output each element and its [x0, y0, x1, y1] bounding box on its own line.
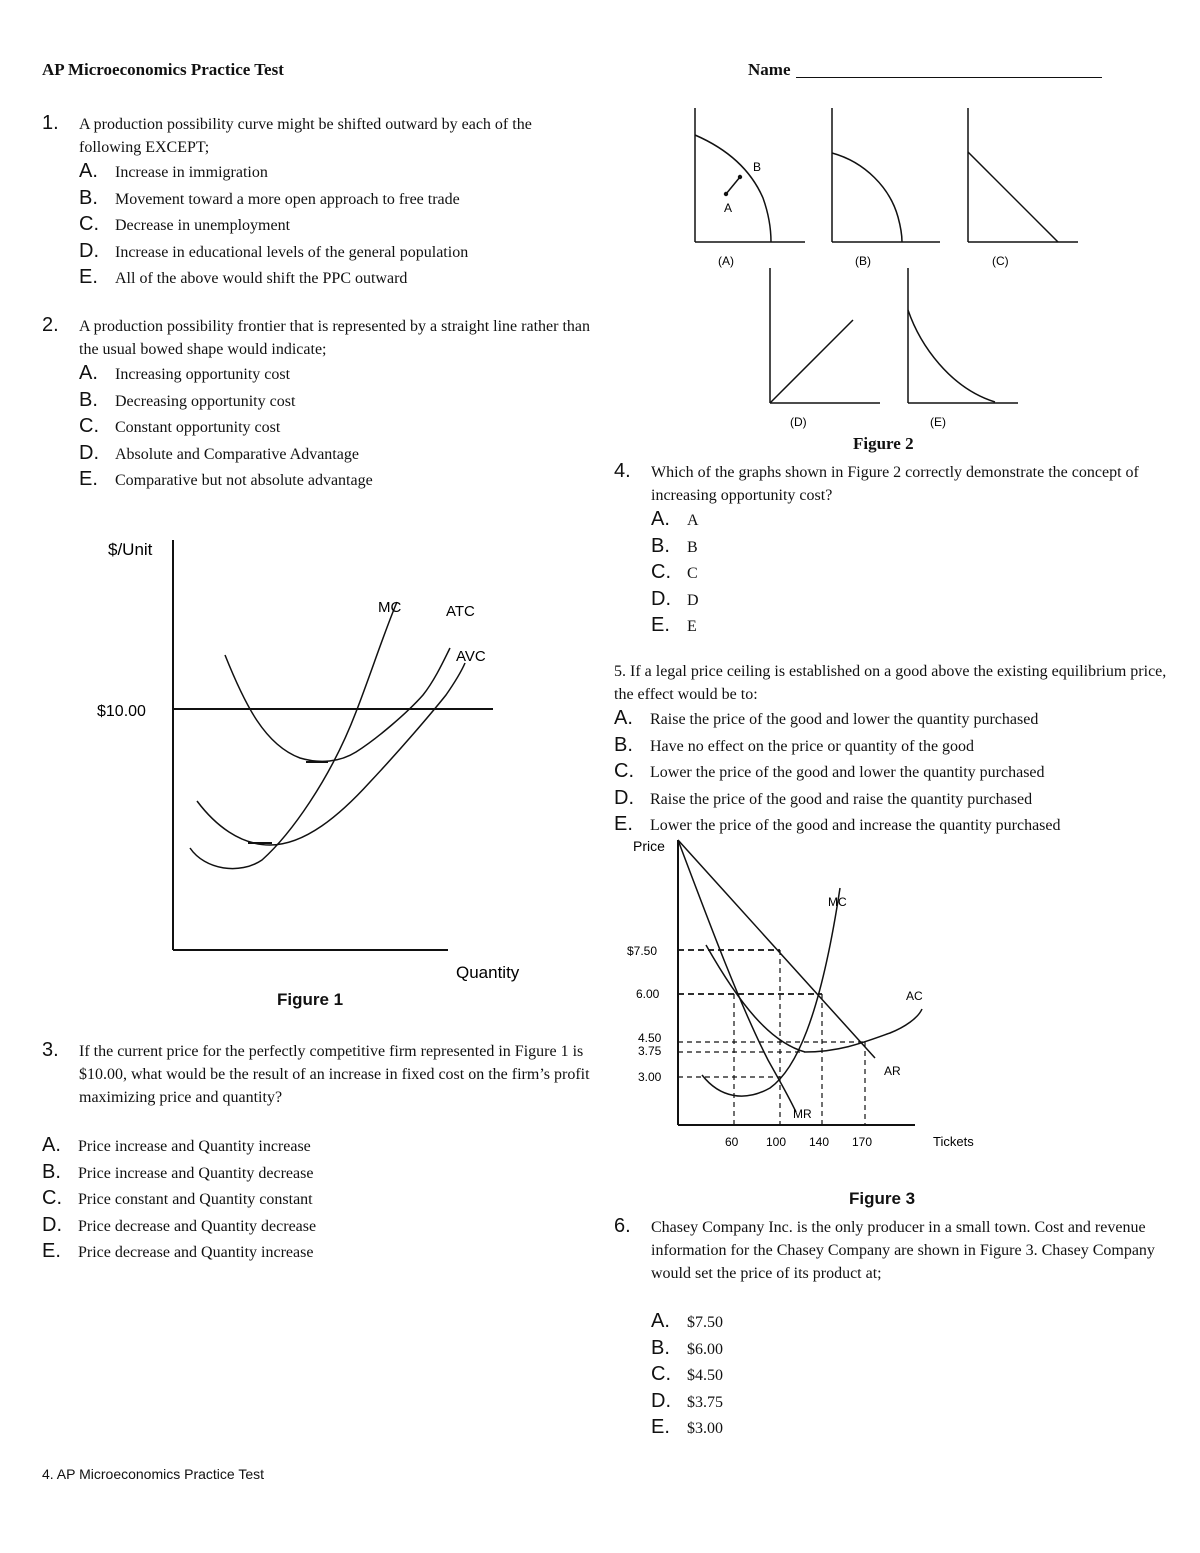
question-number: 4.: [614, 460, 631, 482]
option-d[interactable]: D. Increase in educational levels of the general population: [79, 239, 469, 262]
option-e[interactable]: E. Lower the price of the good and increase the quantity purchased: [614, 813, 1061, 835]
panel-e-label: (E): [930, 415, 946, 429]
x-tick-60: 60: [725, 1135, 739, 1149]
question-stem: Chasey Company Inc. is the only producer in a small town. Cost and revenue information for the Chasey Company are shown in Figure 3. Chasey Company would set the price of its product at;: [651, 1219, 1155, 1282]
y-axis-label: $/Unit: [108, 540, 153, 559]
name-field-line[interactable]: [796, 77, 1102, 78]
question-6: [614, 1215, 1174, 1438]
name-label: Name: [748, 60, 791, 79]
avc-curve: [197, 663, 465, 845]
y-tick-600: 6.00: [636, 987, 660, 1001]
options-list: [42, 1132, 316, 1265]
page-title: AP Microeconomics Practice Test: [42, 60, 284, 79]
ar-label: AR: [884, 1064, 901, 1078]
option-d[interactable]: D. Raise the price of the good and raise the quantity purchased: [614, 786, 1033, 809]
question-stem: A production possibility frontier that is represented by a straight line rather than the usual bowed shape would indicate;: [79, 318, 590, 358]
x-tick-170: 170: [852, 1135, 873, 1149]
option-d[interactable]: D. $3.75: [651, 1389, 723, 1412]
option-d[interactable]: D. D: [651, 587, 699, 610]
page-footer: 4. AP Microeconomics Practice Test: [42, 1466, 265, 1482]
option-c[interactable]: C. Decrease in unemployment: [79, 213, 291, 235]
question-stem: A production possibility curve might be shifted outward by each of the following EXCEPT;: [79, 116, 532, 156]
panel-a-label: (A): [718, 254, 734, 268]
avc-label: AVC: [456, 648, 486, 665]
option-e[interactable]: E. $3.00: [651, 1416, 723, 1438]
question-stem: Which of the graphs shown in Figure 2 correctly demonstrate the concept of increasing opportunity cost?: [651, 464, 1139, 504]
y-tick-450: 4.50: [638, 1031, 662, 1045]
mc-label: MC: [378, 599, 402, 616]
question-number: 2.: [42, 314, 59, 336]
option-c[interactable]: C. Lower the price of the good and lower the quantity purchased: [614, 760, 1045, 782]
panel-c-line: [968, 152, 1058, 242]
question-4: [614, 460, 1174, 636]
option-a[interactable]: A. Increase in immigration: [79, 160, 268, 182]
question-number: 6.: [614, 1215, 631, 1237]
question-5: [614, 660, 1174, 835]
price-label: $10.00: [97, 703, 146, 720]
question-stem: 5. If a legal price ceiling is established on a good above the existing equilibrium price, the effect would be to:: [614, 663, 1167, 703]
panel-a-arrowhead: [738, 175, 742, 179]
y-tick-750: $7.50: [627, 944, 658, 958]
y-axis-label: Price: [633, 838, 665, 854]
y-tick-375: 3.75: [638, 1044, 662, 1058]
option-c[interactable]: C. Constant opportunity cost: [79, 415, 281, 437]
option-a[interactable]: A. Price increase and Quantity increase: [42, 1134, 311, 1156]
option-e[interactable]: E. All of the above would shift the PPC outward: [79, 266, 408, 288]
x-tick-100: 100: [766, 1135, 787, 1149]
option-b[interactable]: B. Have no effect on the price or quantity of the good: [614, 733, 975, 756]
ac-curve: [706, 945, 922, 1052]
option-d[interactable]: D. Price decrease and Quantity decrease: [42, 1213, 317, 1236]
panel-a-arrow: [726, 177, 740, 194]
panel-b-label: (B): [855, 254, 871, 268]
mr-curve: [678, 840, 796, 1112]
option-e[interactable]: E. Price decrease and Quantity increase: [42, 1240, 314, 1262]
question-number: 3.: [42, 1039, 59, 1061]
mr-label: MR: [793, 1107, 812, 1121]
option-a[interactable]: A. $7.50: [651, 1310, 723, 1332]
option-a[interactable]: A. A: [651, 508, 699, 530]
figure-2-panels: [600, 90, 1200, 435]
ac-label: AC: [906, 989, 923, 1003]
question-stem: If the current price for the perfectly competitive firm represented in Figure 1 is $10.00, what would be the result of an increase in fixed cost on the firm’s profit maximizing price and quantity?: [79, 1043, 590, 1106]
question-3: [42, 1039, 592, 1262]
option-b[interactable]: B. Decreasing opportunity cost: [79, 388, 296, 411]
option-b[interactable]: B. Price increase and Quantity decrease: [42, 1160, 314, 1183]
figure-3-caption: Figure 3: [849, 1189, 916, 1208]
y-tick-300: 3.00: [638, 1070, 662, 1084]
figure-1-chart: [0, 0, 600, 1030]
panel-b-curve: [832, 153, 902, 242]
option-a[interactable]: A. Increasing opportunity cost: [79, 362, 291, 384]
panel-d-line: [770, 320, 853, 403]
option-c[interactable]: C. $4.50: [651, 1363, 723, 1385]
panel-a-point-a: [724, 192, 728, 196]
atc-label: ATC: [446, 603, 475, 620]
option-c[interactable]: C. Price constant and Quantity constant: [42, 1187, 313, 1209]
figure-3-chart: [600, 830, 1200, 1160]
option-e[interactable]: E. E: [651, 614, 697, 636]
panel-e-curve: [908, 310, 995, 402]
figure-1-caption: Figure 1: [277, 990, 344, 1009]
panel-d-label: (D): [790, 415, 807, 429]
options-list: [651, 506, 699, 639]
atc-curve: [225, 648, 450, 761]
option-e[interactable]: E. Comparative but not absolute advantage: [79, 468, 373, 490]
mc-label: MC: [828, 895, 847, 909]
option-b[interactable]: B. $6.00: [651, 1336, 723, 1359]
option-d[interactable]: D. Absolute and Comparative Advantage: [79, 441, 359, 464]
figure-2-caption: Figure 2: [853, 434, 914, 453]
point-a-label: A: [724, 201, 733, 215]
question-number: 1.: [42, 112, 59, 134]
options-list: [614, 705, 1061, 838]
x-axis-label: Tickets: [933, 1134, 974, 1149]
mc-curve: [190, 602, 397, 869]
point-b-label: B: [753, 160, 762, 174]
x-tick-140: 140: [809, 1135, 830, 1149]
option-c[interactable]: C. C: [651, 561, 698, 583]
options-list: [651, 1308, 723, 1441]
panel-a-curve: [695, 135, 771, 242]
x-axis-label: Quantity: [456, 963, 520, 982]
option-a[interactable]: A. Raise the price of the good and lower the quantity purchased: [614, 707, 1039, 729]
option-b[interactable]: B. Movement toward a more open approach to free trade: [79, 186, 460, 209]
option-b[interactable]: B. B: [651, 534, 698, 557]
panel-c-label: (C): [992, 254, 1009, 268]
